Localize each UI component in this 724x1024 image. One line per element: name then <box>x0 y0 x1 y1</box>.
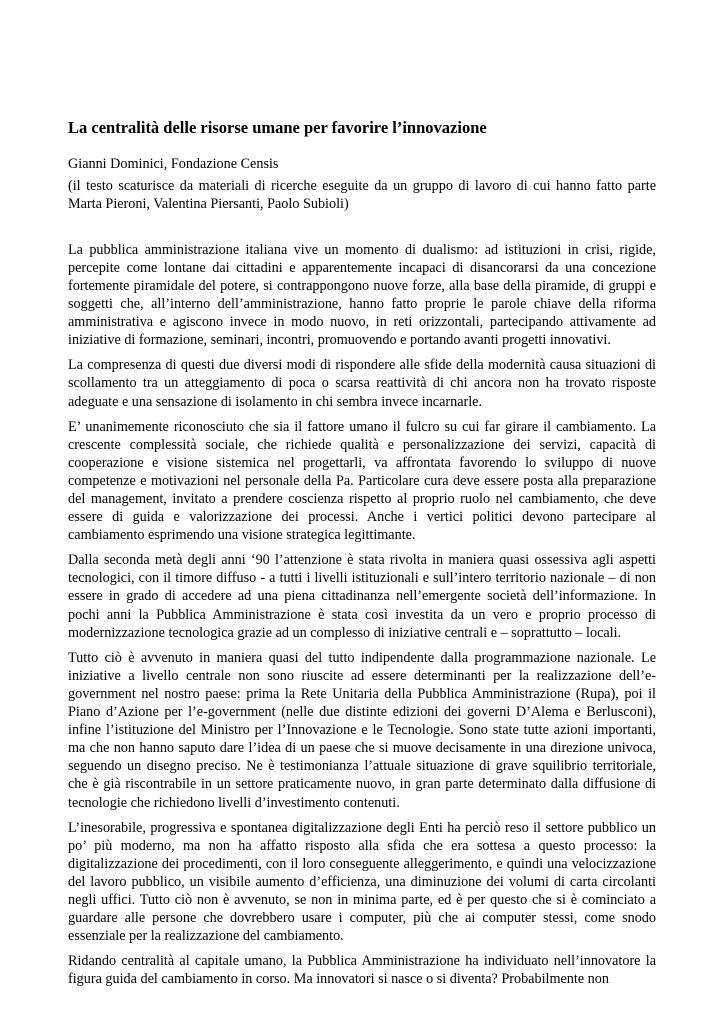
paragraph: Dalla seconda metà degli anni ‘90 l’attenzione è stata rivolta in maniera quasi ossessiva agli aspetti tecnologici, con il timore diffuso - a tutti i livelli istituzionali e sull’intero territorio nazionale – di non essere in grado di accedere ad una piena cittadinanza nell’emergente società dell’informazione. In pochi anni la Pubblica Amministrazione è stata così investita da un vero e proprio processo di modernizzazione tecnologica grazie ad un complesso di iniziative centrali e – soprattutto – locali. <box>68 552 656 641</box>
document-page <box>68 118 656 995</box>
paragraph: Ridando centralità al capitale umano, la Pubblica Amministrazione ha individuato nell’innovatore la figura guida del cambiamento in corso. Ma innovatori si nasce o si diventa? Probabilmente non <box>68 953 656 988</box>
paragraph: La compresenza di questi due diversi modi di rispondere alle sfide della modernità causa situazioni di scollamento tra un atteggiamento di poca o scarsa reattività di chi ancora non ha trovato risposte adeguate e una sensazione di isolamento in chi sembra invece incarnarle. <box>68 357 656 410</box>
paragraph: E’ unanimemente riconosciuto che sia il fattore umano il fulcro su cui far girare il cambiamento. La crescente complessità sociale, che richiede qualità e personalizzazione dei servizi, capacità di cooperazione e visione sistemica nel progettarli, va affrontata favorendo lo sviluppo di nuove competenze e motivazioni nel personale della Pa. Particolare cura deve essere posta alla preparazione del management, invitato a prendere coscienza rispetto al proprio ruolo nel cambiamento, che deve essere di guida e valorizzazione dei processi. Anche i vertici politici devono partecipare al cambiamento esprimendo una visione strategica legittimante. <box>68 418 656 544</box>
paragraph: La pubblica amministrazione italiana vive un momento di dualismo: ad istituzioni in crisi, rigide, percepite come lontane dai cittadini e apparentemente incapaci di disancorarsi da una concezione fortemente piramidale del potere, si contrappongono nuove forze, alla base della piramide, di gruppi e soggetti che, all’interno dell’amministrazione, hanno fatto proprie le parole chiave della riforma amministrativa e agiscono invece in modo nuovo, in reti orizzontali, partecipando attivamente ad iniziative di formazione, seminari, incontri, promuovendo e portando avanti progetti innovativi. <box>68 241 656 349</box>
paragraph: Tutto ciò è avvenuto in maniera quasi del tutto indipendente dalla programmazione nazionale. Le iniziative a livello centrale non sono riuscite ad essere determinanti per la realizzazione dell’e-government nel nostro paese: prima la Rete Unitaria della Pubblica Amministrazione (Rupa), poi il Piano d’Azione per l’e-government (nelle due distinte edizioni dei governi D’Alema e Berlusconi), infine l’istituzione del Ministro per l’Innovazione e le Tecnologie. Sono state tutte azioni importanti, ma che non hanno saputo dare l’idea di un paese che si muove decisamente in una direzione univoca, seguendo un disegno preciso. Ne è testimonianza l’attuale situazione di grave squilibrio territoriale, che è già riscontrabile in un settore praticamente nuovo, in gran parte determinato dalla diffusione di tecnologie che richiedono livelli d’investimento contenuti. <box>68 649 656 811</box>
author-line: Gianni Dominici, Fondazione Censis <box>68 155 279 172</box>
document-title: La centralità delle risorse umane per favorire l’innovazione <box>68 118 487 137</box>
authors-note: (il testo scaturisce da materiali di ricerche eseguite da un gruppo di lavoro di cui hanno fatto parte Marta Pieroni, Valentina Piersanti, Paolo Subioli) <box>68 177 656 212</box>
paragraph: L’inesorabile, progressiva e spontanea digitalizzazione degli Enti ha perciò reso il settore pubblico un po’ più moderno, ma non ha affatto risposto alla sfida che era sottesa a questo processo: la digitalizzazione dei procedimenti, con il loro conseguente alleggerimento, e quindi una velocizzazione del lavoro pubblico, un visibile aumento d’efficienza, una diminuzione dei volumi di carta circolanti negli uffici. Tutto ciò non è avvenuto, se non in minima parte, ed è per questo che si è cominciato a guardare alle persone che dovrebbero usare i computer, più che ai computer stessi, come snodo essenziale per la realizzazione del cambiamento. <box>68 819 656 945</box>
